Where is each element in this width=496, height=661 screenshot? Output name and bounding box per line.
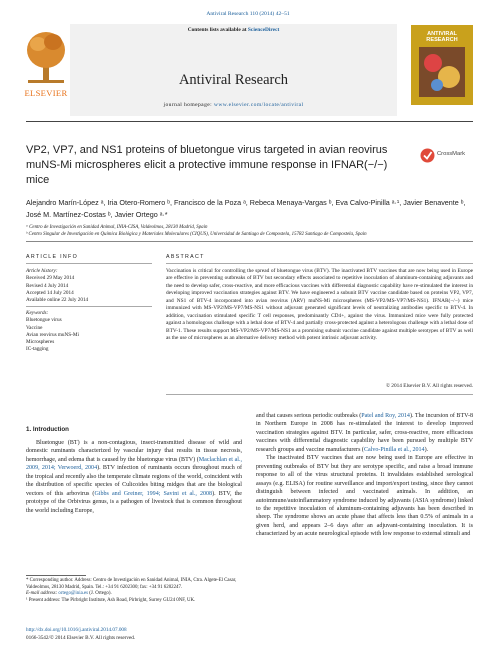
revised-date: Revised 4 July 2014 [26, 282, 69, 289]
crossmark-label: CrossMark [437, 151, 466, 157]
contents-line [70, 27, 397, 33]
keywords [26, 310, 152, 354]
homepage-prefix: journal homepage: [163, 102, 214, 108]
abstract-bottom-divider [166, 394, 473, 395]
right-column [256, 412, 473, 539]
issn-line: 0166-3542/© 2014 Elsevier B.V. All rights reserved. [26, 635, 136, 641]
keyword: Vaccine [26, 324, 43, 331]
intro-paragraph-1-cont [256, 412, 473, 454]
sciencedirect-link[interactable]: ScienceDirect [247, 27, 280, 33]
article-title: VP2, VP7, and NS1 proteins of bluetongue virus targeted in avian reovirus muNS-Mi microspheres elicit a protective immune response in IFNAR(−/−) mice [26, 144, 388, 186]
keyword: Bluetongue virus [26, 317, 62, 324]
cover-title: ANTIVIRAL RESEARCH [426, 31, 458, 43]
citation-link[interactable]: Patel and Roy, 2014 [361, 413, 410, 419]
text-run: Bluetongue (BT) is a non-contagious, insect-transmitted disease of wild and domestic ruminants characterized by vascular injury that results in tissue necrosis, hemorrhage, and edema that is caused by the bluetongue virus (BTV) ( [26, 440, 242, 463]
keyword: Avian reovirus muNS-Mi [26, 331, 79, 338]
journal-header [70, 24, 397, 116]
article-history [26, 268, 152, 304]
corresponding-author-note: * Corresponding author. Address: Centro de Investigación en Sanidad Animal, INIA, Ctra. Algete-El Casar, Valdeolmos, 28130 Madrid, Spain. Tel.: +34 91 6202300; fax: +34 91 6202247. [26, 578, 237, 590]
cover-image [419, 47, 465, 97]
affiliation-b: ᵇ Centro Singular de Investigación en Química Biológica y Materiales Moleculares (CIQUS), Universidad de Santiago de Compostela, 15782 Santiago de Compostela, Spain [26, 232, 367, 237]
info-divider-2 [26, 306, 152, 307]
author-list: Alejandro Marín-López ᵃ, Iria Otero-Romero ᵇ, Francisco de la Poza ᵃ, Rebeca Menaya-Vargas ᵇ, Eva Calvo-Pinilla ᵃ·¹, Javier Benavente ᵇ, José M. Martínez-Costas ᵇ, Javier Ortego ᵃ·* [26, 198, 466, 219]
keyword: Microspheres [26, 339, 55, 346]
abstract-copyright: © 2014 Elsevier B.V. All rights reserved. [385, 383, 473, 389]
info-divider [26, 263, 152, 264]
crossmark-icon [420, 147, 435, 164]
text-run: ). [424, 446, 429, 453]
left-column [26, 439, 242, 515]
text-run: ). BTV infection of ruminants occurs throughout much of the tropical and recently also the temperate climate regions of the world, coincident with the distribution of specific species of Culicoides biting midges that are the biological vectors of this arbovirus ( [26, 465, 242, 497]
footnote-divider [26, 575, 86, 576]
accepted-date: Accepted 14 July 2014 [26, 289, 74, 296]
citation-link[interactable]: Maclachlan et al., 2009, 2014; Verwoerd, 2004 [26, 456, 242, 472]
email-suffix: (J. Ortego). [88, 591, 112, 597]
abstract-heading: ABSTRACT [166, 254, 205, 260]
present-address-note: ¹ Present address: The Pirbright Institute, Ash Road, Pirbright, Surrey GU24 0NF, UK. [26, 598, 196, 604]
journal-reference[interactable]: Antiviral Research 110 (2014) 42–51 [206, 11, 290, 17]
article-info-heading: ARTICLE INFO [26, 254, 78, 260]
intro-paragraph-2: The inactivated BTV vaccines that are now being used in Europe are effective in preventing outbreaks of BTV but they are serotype specific, and raise a broad immune response to all of the virus structural proteins. It invalidates established serological assays (e.g. ELISA) for routine surveillance and import/export testing, since they cannot distinguish between infected and vaccinated animals. In addition, an autoimmune/autoinflammatory syndrome induced by adjuvants (ASIA syndrome) linked to the repetitive inoculation of aluminum-containing adjuvants has been described in sheep. The syndrome shows an acute phase that affects less than 0.5% of animals in a given herd, and appears 2–6 days after an adjuvant-containing inoculation. It is characterized by an acute neurological episode with low response to external stimuli and [256, 455, 473, 538]
history-label: Article history: [26, 268, 58, 274]
header-divider [26, 121, 473, 122]
email-prefix: E-mail address: [26, 591, 59, 597]
intro-paragraph-1 [26, 439, 242, 515]
keywords-label: Keywords: [26, 310, 49, 316]
received-date: Received 29 May 2014 [26, 275, 75, 282]
homepage-line [70, 102, 397, 108]
text-run: ). BTV, the prototype of the Orbivirus genus, is a pathogen of livestock that is common throughout the world including Europe, [26, 490, 242, 514]
affiliations [26, 224, 476, 238]
contents-prefix: Contents lists available at [187, 27, 248, 33]
abstract-text: Vaccination is critical for controlling the spread of bluetongue virus (BTV). The inactivated BTV vaccines that are now being used in Europe are effective in preventing outbreaks of BTV but secondary effects associated to repetitive inoculation of aluminum-containing adjuvants and the need to develop safer, cross-reactive, and more efficacious vaccines with differential diagnostic capability have re-stimulated the interest in developing improved vaccination strategies against BTV. We have engineered a subunit BTV vaccine candidate based on proteins VP2, VP7, and NS1 of BTV-4 incorporated into avian reovirus (ARV) muNS-Mi microspheres (MS-VP2/MS-VP7/MS-NS1). IFNAR(−/−) mice immunized with MS-VP2/MS-VP7/MS-NS1 without adjuvant generated significant levels of neutralizing antibodies specific to BTV-4. In addition, vaccination stimulated specific T cell responses, predominantly CD4+, against the virus. Immunized mice were fully protected against a homologous challenge with a lethal dose of BTV-4 and partially cross-protected against a heterologous challenge with a lethal dose of BTV-1. These results support MS-VP2/MS-VP7/MS-NS1 as a promising subunit vaccine candidate against multiple serotypes of BTV as well as the use of microspheres as an alternative delivery method with potent intrinsic adjuvant activity. [166, 268, 473, 342]
introduction-heading: 1. Introduction [26, 426, 69, 433]
text-run: ). The incursion of BTV-8 in Northern Europe in 2008 has re-stimulated the interest to develop improved vaccination strategies against BTV. In particular, safer, cross-reactive, more efficacious vaccines with differential diagnostic capability have been pursued by multiple BTV research groups and vaccine manufacturers ( [256, 413, 474, 453]
doi-link[interactable]: http://dx.doi.org/10.1016/j.antiviral.2014.07.008 [26, 627, 127, 633]
keyword: IC-tagging [26, 346, 49, 353]
citation-link[interactable]: Calvo-Pinilla et al., 2014 [363, 446, 425, 453]
elsevier-logo-text: ELSEVIER [24, 88, 68, 98]
online-date: Available online 22 July 2014 [26, 297, 89, 304]
text-run: and that causes serious periodic outbreaks ( [256, 413, 362, 419]
journal-title: Antiviral Research [178, 72, 289, 88]
abstract-divider [166, 263, 473, 264]
affiliation-a: ᵃ Centro de Investigación en Sanidad Animal, INIA-CISA, Valdeolmos, 28130 Madrid, Spain [26, 225, 208, 230]
crossmark-button[interactable] [420, 147, 475, 165]
elsevier-tree-logo [24, 28, 68, 86]
title-divider [26, 241, 473, 242]
journal-cover [411, 25, 473, 105]
citation-link[interactable]: Gibbs and Greiner, 1994; Savini et al., 2008 [94, 490, 213, 497]
email-link[interactable]: ortego@inia.es [58, 591, 89, 597]
footnotes [26, 578, 242, 605]
homepage-link[interactable]: www.elsevier.com/locate/antiviral [213, 102, 304, 108]
